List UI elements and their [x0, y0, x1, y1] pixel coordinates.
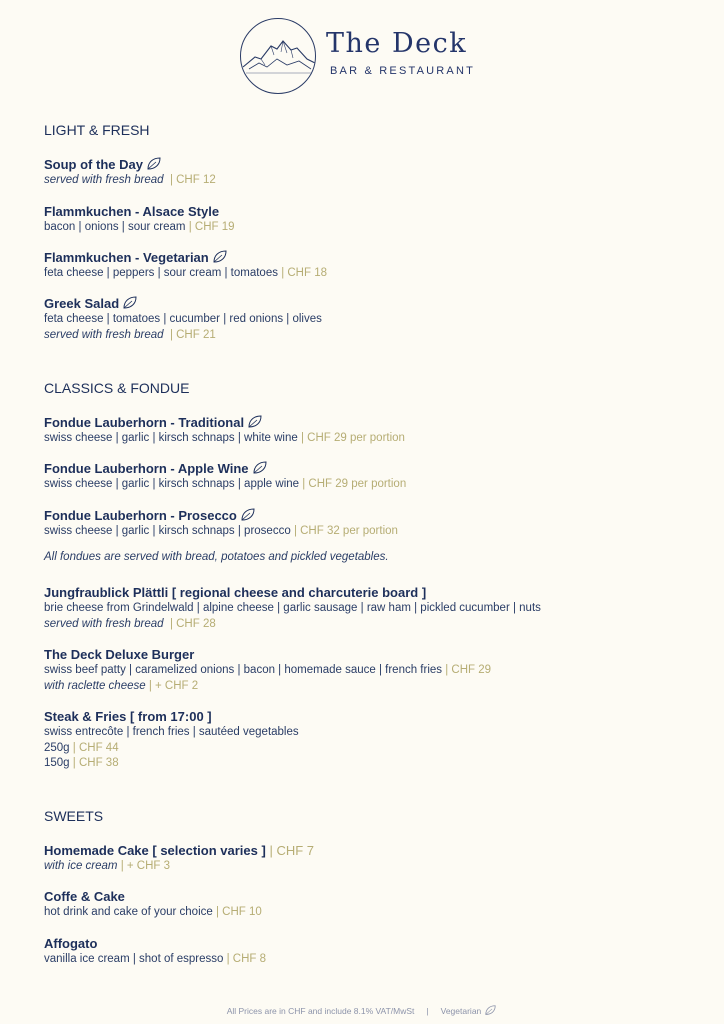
- item-price: | CHF 10: [215, 906, 262, 918]
- item-name: Coffe & Cake: [44, 889, 125, 904]
- menu-item: [44, 203, 684, 236]
- mountain-logo-icon: [240, 18, 316, 94]
- brand-subtitle: BAR & RESTAURANT: [330, 65, 476, 77]
- item-detail: served with fresh bread: [44, 174, 164, 186]
- item-name: Flammkuchen - Alsace Style: [44, 204, 220, 219]
- item-detail-secondary: served with fresh bread: [44, 328, 164, 341]
- item-price: | CHF 12: [169, 174, 216, 186]
- item-detail-secondary: served with fresh bread: [44, 617, 164, 630]
- item-name: The Deck Deluxe Burger: [44, 647, 195, 662]
- menu-item: [44, 414, 684, 447]
- item-detail: swiss beef patty | caramelized onions | bacon | homemade sauce | french fries: [44, 664, 443, 676]
- menu-item: [44, 935, 684, 968]
- item-name: Steak & Fries [ from 17:00 ]: [44, 709, 212, 724]
- menu-item: [44, 842, 684, 875]
- fondue-note: All fondues are served with bread, potatoes and pickled vegetables.: [44, 551, 389, 563]
- item-price: | CHF 32 per portion: [293, 525, 398, 537]
- item-name: Fondue Lauberhorn - Prosecco: [44, 508, 237, 523]
- item-name: Jungfraublick Plättli [ regional cheese and charcuterie board ]: [44, 585, 427, 600]
- item-price: | CHF 29 per portion: [302, 478, 407, 490]
- item-name: Flammkuchen - Vegetarian: [44, 250, 209, 265]
- item-price: | CHF 28: [169, 617, 216, 630]
- item-name: Affogato: [44, 936, 98, 951]
- item-detail: swiss cheese | garlic | kirsch schnaps | apple wine: [44, 478, 300, 490]
- item-detail: vanilla ice cream | shot of espresso: [44, 953, 224, 965]
- item-detail: swiss cheese | garlic | kirsch schnaps | white wine: [44, 432, 298, 444]
- menu-item: [44, 646, 684, 694]
- section-title-classics-fondue: CLASSICS & FONDUE: [44, 380, 190, 396]
- item-detail: feta cheese | tomatoes | cucumber | red onions | olives: [44, 313, 322, 325]
- brand-title: The Deck: [326, 28, 468, 59]
- footer-separator: |: [426, 1006, 429, 1016]
- item-detail: feta cheese | peppers | sour cream | tomatoes: [44, 267, 278, 279]
- item-extra-price: | + CHF 3: [120, 860, 171, 872]
- item-detail: bacon | onions | sour cream: [44, 221, 186, 233]
- menu-item: [44, 507, 684, 540]
- vegetarian-legend: Vegetarian: [440, 1006, 482, 1016]
- item-price: | CHF 29 per portion: [300, 432, 405, 444]
- menu-item: [44, 249, 684, 282]
- logo: [240, 18, 490, 96]
- vat-note: All Prices are in CHF and include 8.1% VAT/MwSt: [226, 1006, 415, 1016]
- menu-item: [44, 708, 684, 772]
- item-detail: swiss cheese | garlic | kirsch schnaps | prosecco: [44, 525, 291, 537]
- item-name: Greek Salad: [44, 296, 120, 311]
- menu-item: [44, 156, 684, 189]
- menu-item: [44, 295, 684, 343]
- item-extra: with raclette cheese: [44, 679, 146, 692]
- section-title-sweets: SWEETS: [44, 808, 104, 824]
- item-size: 150g: [44, 757, 70, 769]
- menu-item: [44, 584, 684, 632]
- item-price: | CHF 8: [226, 953, 267, 965]
- section-title-light-fresh: LIGHT & FRESH: [44, 122, 150, 138]
- item-detail: hot drink and cake of your choice: [44, 906, 213, 918]
- item-price: | CHF 19: [188, 221, 235, 233]
- footer: [0, 1005, 724, 1018]
- item-extra-price: | + CHF 2: [148, 679, 199, 692]
- item-detail: swiss entrecôte | french fries | sautéed vegetables: [44, 726, 299, 738]
- item-price: | CHF 21: [169, 328, 216, 341]
- item-size: 250g: [44, 741, 70, 754]
- item-price: | CHF 29: [445, 664, 492, 676]
- item-size-price: | CHF 38: [72, 757, 119, 769]
- item-name: Homemade Cake [ selection varies ]: [44, 843, 266, 858]
- item-price: | CHF 18: [281, 267, 327, 279]
- item-name: Fondue Lauberhorn - Traditional: [44, 415, 245, 430]
- item-price: | CHF 7: [269, 843, 315, 858]
- item-detail: brie cheese from Grindelwald | alpine cheese | garlic sausage | raw ham | pickled cucumber | nuts: [44, 602, 541, 614]
- item-size-price: | CHF 44: [72, 741, 119, 754]
- menu-item: [44, 888, 684, 921]
- item-name: Soup of the Day: [44, 157, 143, 172]
- vegetarian-leaf-icon: [484, 1005, 497, 1018]
- menu-item: [44, 460, 684, 493]
- item-name: Fondue Lauberhorn - Apple Wine: [44, 461, 249, 476]
- item-extra: with ice cream: [44, 860, 118, 872]
